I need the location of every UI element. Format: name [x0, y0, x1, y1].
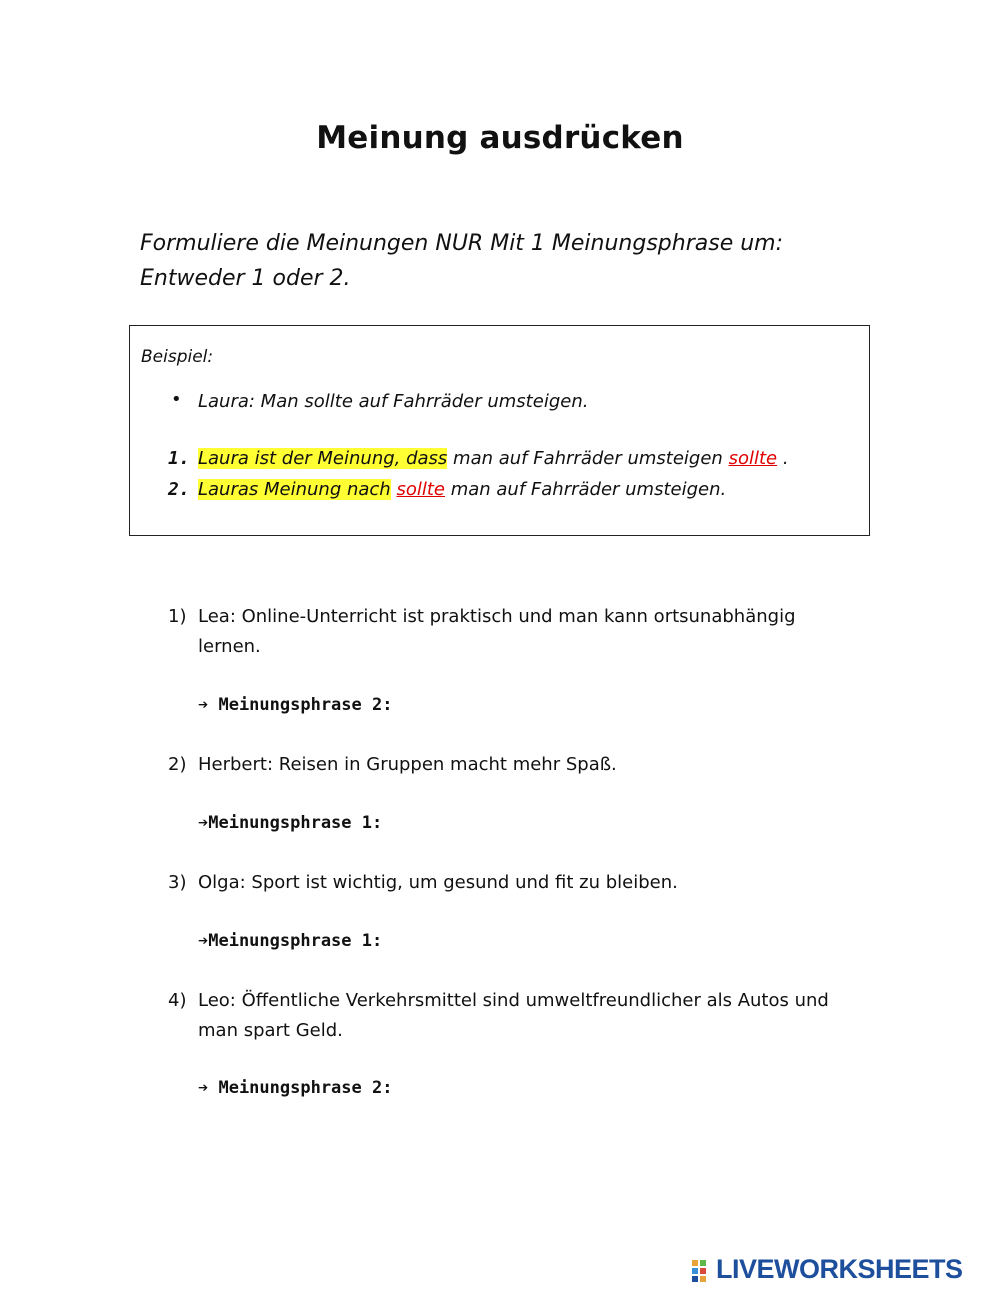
logo-wordmark: LIVEWORKSHEETS [716, 1254, 963, 1284]
task-number: 4) [168, 990, 187, 1011]
bullet-icon: • [171, 389, 182, 410]
task-text: Olga: Sport ist wichtig, um gesund und fit zu bleiben. [198, 872, 678, 893]
task-number: 1) [168, 606, 187, 627]
task-text: Leo: Öffentliche Verkehrsmittel sind umweltfreundlicher als Autos und man spart Geld. [198, 990, 829, 1041]
liveworksheets-logo[interactable] [692, 1254, 963, 1284]
example-line-number: 2. [168, 479, 190, 500]
page-title: Meinung ausdrücken [316, 120, 684, 156]
instruction-text: Formuliere die Meinungen NUR Mit 1 Meinungsphrase um: Entweder 1 oder 2. [140, 231, 784, 291]
example-text: man auf Fahrräder umsteigen. [444, 479, 727, 500]
highlighted-phrase: Laura ist der Meinung, dass [198, 448, 448, 469]
example-text: man auf Fahrräder umsteigen [447, 448, 729, 469]
answer-prompt: ➔Meinungsphrase 1: [198, 931, 383, 951]
verb-highlight: sollte [396, 479, 445, 500]
answer-prompt: ➔ Meinungsphrase 2: [198, 695, 393, 715]
example-label: Beispiel: [141, 347, 214, 367]
example-text: . [777, 448, 789, 469]
example-box [129, 325, 870, 536]
task-text: Herbert: Reisen in Gruppen macht mehr Spaß. [198, 754, 617, 775]
task-text: Lea: Online-Unterricht ist praktisch und man kann ortsunabhängig lernen. [198, 606, 796, 657]
example-quote: Laura: Man sollte auf Fahrräder umsteigen. [198, 391, 589, 412]
example-line-1 [168, 448, 789, 469]
answer-prompt: ➔ Meinungsphrase 2: [198, 1078, 393, 1098]
liveworksheets-logo-icon [692, 1258, 714, 1282]
example-line-number: 1. [168, 448, 190, 469]
task-number: 3) [168, 872, 187, 893]
task-number: 2) [168, 754, 187, 775]
example-line-2 [168, 479, 726, 500]
verb-highlight: sollte [728, 448, 778, 469]
highlighted-phrase: Lauras Meinung nach [198, 479, 391, 500]
answer-prompt: ➔Meinungsphrase 1: [198, 813, 383, 833]
